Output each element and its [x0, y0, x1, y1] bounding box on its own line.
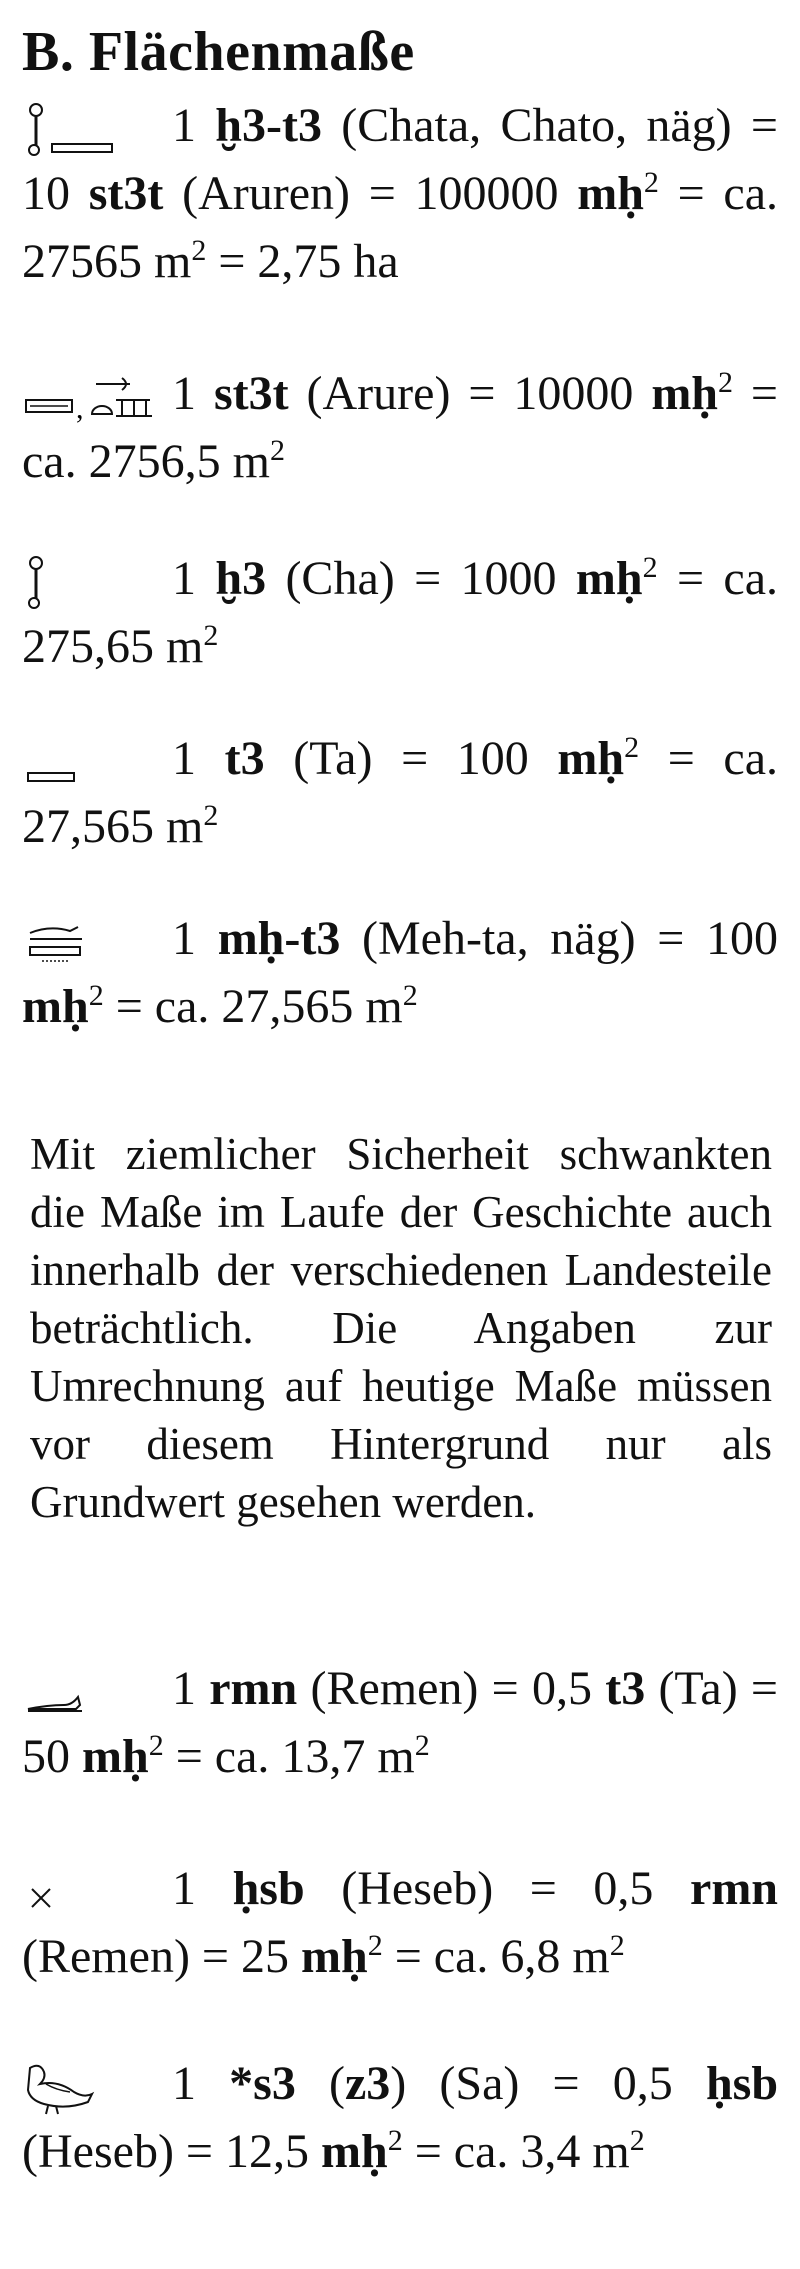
entry-text: (Chata, Chato, näg) = 10 — [22, 99, 779, 220]
entry-number: 1 — [172, 2057, 196, 2110]
entry-number: 1 — [172, 1862, 196, 1915]
entry-text: (Aruren) = 100000 — [163, 167, 578, 220]
entry-term: ḥsb — [232, 1862, 305, 1915]
svg-text:,: , — [76, 391, 84, 425]
cord-and-stroke-hieroglyph-icon — [22, 102, 172, 158]
entry-term-secondary: rmn — [690, 1862, 778, 1915]
entry-text: = ca. 13,7 m — [163, 1730, 415, 1783]
entry-text: = ca. 3,4 m — [402, 2125, 630, 2178]
entry-superscript: 2 — [88, 979, 104, 1012]
entry-term: rmn — [209, 1662, 298, 1715]
entry-term-tertiary: ḥsb — [705, 2057, 779, 2110]
entry-text: = ca. 27,565 m — [22, 732, 779, 853]
entry-term: mḥ-t3 — [217, 912, 341, 965]
entry-superscript: 2 — [642, 551, 658, 584]
entry-text: = ca. 275,65 m — [22, 552, 779, 673]
entry-term-secondary: st3t — [88, 167, 164, 220]
measure-entry-meh-ta — [22, 905, 778, 1041]
measure-entry-arure — [22, 360, 778, 496]
entry-superscript: 2 — [203, 619, 219, 652]
entry-text: (Ta) = 100 — [264, 732, 558, 785]
measure-entry-ta — [22, 725, 778, 861]
entry-term: t3 — [224, 732, 265, 785]
entry-unit: mḥ — [321, 2125, 388, 2178]
entry-text: (Cha) = 1000 — [266, 552, 576, 605]
entry-unit: mḥ — [575, 552, 643, 605]
entry-term: ḫ3-t3 — [215, 99, 322, 152]
measure-entry-remen — [22, 1655, 778, 1791]
entry-text: = 2,75 ha — [206, 235, 399, 288]
entry-superscript: 2 — [624, 731, 640, 764]
land-strip-hieroglyph-icon — [22, 735, 172, 791]
entry-text: (Heseb) = 12,5 — [22, 2125, 321, 2178]
arm-hieroglyph-icon — [22, 1665, 172, 1721]
entry-term: st3t — [213, 367, 289, 420]
entry-text: (Heseb) = 0,5 — [304, 1862, 691, 1915]
entry-superscript: 2 — [148, 1729, 164, 1762]
forearm-land-hieroglyph-icon — [22, 915, 172, 971]
entry-number: 1 — [172, 912, 196, 965]
entry-text: (Remen) = 0,5 — [297, 1662, 606, 1715]
entry-number: 1 — [172, 552, 196, 605]
entry-text: ( — [295, 2057, 345, 2110]
entry-number: 1 — [172, 732, 196, 785]
entry-text: = ca. 2756,5 m — [22, 367, 779, 488]
measure-entry-sa — [22, 2050, 778, 2186]
entry-text: (Ta) = 50 — [22, 1662, 779, 1783]
entry-unit: mḥ — [82, 1730, 149, 1783]
entry-superscript: 2 — [609, 1929, 625, 1962]
cross-hieroglyph-icon — [22, 1865, 172, 1921]
page-title: B. Flächenmaße — [22, 21, 415, 83]
entry-superscript: 2 — [269, 434, 285, 467]
entry-unit: mḥ — [651, 367, 718, 420]
entry-text: (Remen) = 25 — [22, 1930, 301, 1983]
measure-entry-heseb — [22, 1855, 778, 1991]
entry-number: 1 — [172, 367, 196, 420]
entry-term: *s3 — [229, 2057, 296, 2110]
body-paragraph: Mit ziemlicher Sicherheit schwankten die Maße im Laufe der Geschichte auch innerhalb der verschiedenen Landesteile beträchtlich. Die Angaben zur Umrechnung auf heutige Maße müssen vor diesem Hintergrund nur als Grundwert gesehen werden. — [30, 1129, 772, 1527]
entry-superscript: 2 — [718, 366, 733, 399]
entry-superscript: 2 — [643, 166, 659, 199]
entry-superscript: 2 — [402, 979, 418, 1012]
entry-text: (Arure) = 10000 — [288, 367, 652, 420]
entry-text: = ca. 27,565 m — [103, 980, 403, 1033]
entry-term-secondary: z3 — [344, 2057, 391, 2110]
entry-number: 1 — [172, 1662, 196, 1715]
entry-superscript: 2 — [414, 1729, 430, 1762]
entry-unit: mḥ — [577, 167, 644, 220]
entry-text: = ca. 27565 m — [22, 167, 778, 288]
entry-superscript: 2 — [191, 234, 207, 267]
entry-term: ḫ3 — [215, 552, 267, 605]
entry-term-secondary: t3 — [605, 1662, 646, 1715]
entry-text: = ca. 6,8 m — [382, 1930, 610, 1983]
entry-superscript: 2 — [367, 1929, 383, 1962]
entry-unit: mḥ — [557, 732, 625, 785]
entry-superscript: 2 — [203, 799, 219, 832]
entry-superscript: 2 — [629, 2124, 645, 2157]
entry-unit: mḥ — [301, 1930, 368, 1983]
measure-entry-cha — [22, 545, 778, 681]
entry-unit: mḥ — [22, 980, 89, 1033]
pintail-duck-hieroglyph-icon — [22, 2060, 172, 2116]
entry-number: 1 — [172, 99, 196, 152]
field-strip-hieroglyph-icon — [22, 370, 172, 426]
lotus-hieroglyph-icon — [22, 555, 172, 611]
entry-text: ) (Sa) = 0,5 — [390, 2057, 706, 2110]
measure-entry-chata — [22, 92, 778, 296]
entry-text: (Meh-ta, näg) = 100 — [340, 912, 779, 965]
entry-superscript: 2 — [387, 2124, 403, 2157]
